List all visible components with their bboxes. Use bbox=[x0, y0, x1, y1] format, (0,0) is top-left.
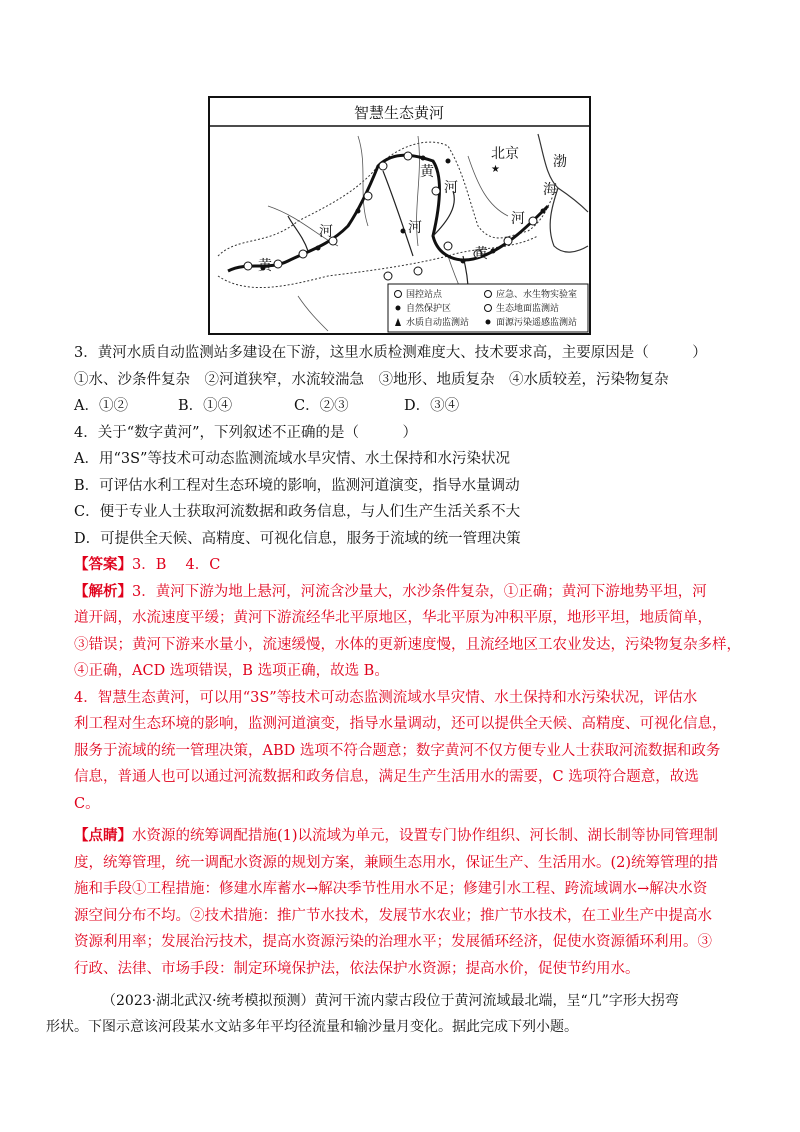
intro-line-2: 形状。下图示意该河段某水文站多年平均径流量和输沙量月变化。据此完成下列小题。 bbox=[46, 1019, 578, 1035]
label-he-mid: 河 bbox=[408, 220, 422, 236]
q3-option-d: D．③④ bbox=[404, 398, 460, 414]
map-title: 智慧生态黄河 bbox=[353, 104, 445, 122]
analysis-4-line-4: 信息，普通人也可以通过河流数据和政务信息，满足生产生活用水的需要，C 选项符合题意，故选 bbox=[74, 769, 699, 785]
legend-item-3: 自然保护区 bbox=[406, 304, 452, 314]
comment-line-6: 行政、法律、市场手段：制定环境保护法，依法保护水资源；提高水价，促使节约用水。 bbox=[74, 960, 640, 977]
q4-option-b: B．可评估水利工程对生态环境的影响，监测河道演变，指导水量调动 bbox=[74, 477, 520, 494]
answer-tag: 【答案】 bbox=[74, 556, 132, 573]
q4-option-a: A．用“3S”等技术可动态监测流域水旱灾情、水土保持和水污染状况 bbox=[74, 451, 510, 467]
analysis-tag: 【解析】 bbox=[74, 582, 132, 600]
answer-text: 3．B 4．C bbox=[132, 557, 221, 573]
comment-tag: 【点睛】 bbox=[74, 827, 132, 844]
next-question-intro bbox=[46, 988, 734, 1040]
q4-stem: 4．关于“数字黄河”，下列叙述不正确的是（ ） bbox=[74, 424, 418, 441]
comment-line-4: 源空间分布不均。②技术措施：推广节水技术，发展节水农业；推广节水技术，在工业生产中提高水 bbox=[74, 907, 712, 924]
q3-option-a: A．①② bbox=[74, 398, 128, 414]
legend-item-4: 生态地面监测站 bbox=[496, 304, 560, 314]
svg-text:★: ★ bbox=[491, 164, 500, 175]
comment-line-2: 度，统筹管理，统一调配水资源的规划方案，兼顾生态用水，保证生产、生活用水。(2)统筹管理的措 bbox=[74, 854, 719, 871]
label-bo: 渤 bbox=[553, 154, 567, 170]
answer bbox=[74, 552, 734, 579]
label-he-left: 河 bbox=[319, 224, 333, 240]
intro-line-1: （2023·湖北武汉·统考模拟预测）黄河干流内蒙古段位于黄河流域最北端，呈“几”字形大拐弯 bbox=[102, 993, 679, 1009]
q3-options bbox=[74, 393, 734, 420]
comment-line-1: 水资源的统筹调配措施(1)以流域为单元，设置专门协作组织、河长制、湖长制等协同管理制 bbox=[132, 828, 719, 844]
analysis-4-line-1: 4．智慧生态黄河，可以用“3S”等技术可动态监测流域水旱灾情、水土保持和水污染状况，评估水 bbox=[74, 689, 698, 706]
label-huang-left: 黄 bbox=[258, 258, 272, 274]
label-beijing: 北京 bbox=[491, 146, 519, 162]
legend-item-5: 水质自动监测站 bbox=[406, 318, 470, 328]
label-he-right: 河 bbox=[511, 211, 525, 227]
label-huang-top: 黄 bbox=[420, 164, 434, 180]
label-hai: 海 bbox=[543, 182, 557, 198]
q4-option-d: D．可提供全天候、高精度、可视化信息，服务于流域的统一管理决策 bbox=[74, 530, 521, 547]
legend-item-1: 国控站点 bbox=[406, 290, 443, 300]
q3-option-b: B．①④ bbox=[178, 398, 233, 414]
document-body bbox=[46, 340, 741, 1040]
q3-items: ①水、沙条件复杂 ②河道狭窄，水流较湍急 ③地形、地质复杂 ④水质较差，污染物复杂 bbox=[74, 371, 669, 388]
analysis-4-line-3: 服务于流域的统一管理决策，ABD 选项不符合题意；数字黄河不仅方便专业人士获取河流数据和政务 bbox=[74, 742, 721, 759]
analysis-4-line-5: C。 bbox=[74, 795, 100, 812]
legend-item-2: 应急、水生物实验室 bbox=[496, 290, 578, 300]
comment-line-3: 施和手段①工程措施：修建水库蓄水→解决季节性用水不足；修建引水工程、跨流域调水→解决水资 bbox=[74, 881, 708, 897]
label-he-top: 河 bbox=[444, 180, 458, 196]
analysis-4-line-2: 利工程对生态环境的影响，监测河道演变，指导水量调动，还可以提供全天候、高精度、可视化信息， bbox=[74, 716, 727, 732]
analysis bbox=[74, 579, 741, 818]
analysis-3-line-1: 3．黄河下游为地上悬河，河流含沙量大，水沙条件复杂，①正确；黄河下游地势平坦，河 bbox=[132, 583, 707, 600]
label-huang-bottom: 黄 bbox=[474, 246, 488, 262]
comment-line-5: 资源利用率；发展治污技术，提高水资源污染的治理水平；发展循环经济，促使水资源循环利用。③ bbox=[74, 934, 712, 950]
legend-item-6: 面源污染遥感监测站 bbox=[496, 318, 578, 328]
q4-option-c: C．便于专业人士获取河流数据和政务信息，与人们生产生活关系不大 bbox=[74, 504, 521, 520]
comment bbox=[74, 823, 734, 982]
q3-stem: 3．黄河水质自动监测站多建设在下游，这里水质检测难度大、技术要求高，主要原因是（ ） bbox=[74, 345, 707, 361]
yellow-river-map bbox=[208, 96, 591, 335]
analysis-3-line-2: 道开阔，水流速度平缓；黄河下游流经华北平原地区，华北平原为冲积平原，地形平坦，地质简单， bbox=[74, 610, 712, 626]
analysis-3-line-3: ③错误；黄河下游来水量小，流速缓慢，水体的更新速度慢，且流经地区工农业发达，污染物复杂多样， bbox=[74, 636, 741, 653]
q3-option-c: C．②③ bbox=[294, 398, 349, 414]
analysis-3-line-4: ④正确，ACD 选项错误，B 选项正确，故选 B。 bbox=[74, 663, 389, 679]
